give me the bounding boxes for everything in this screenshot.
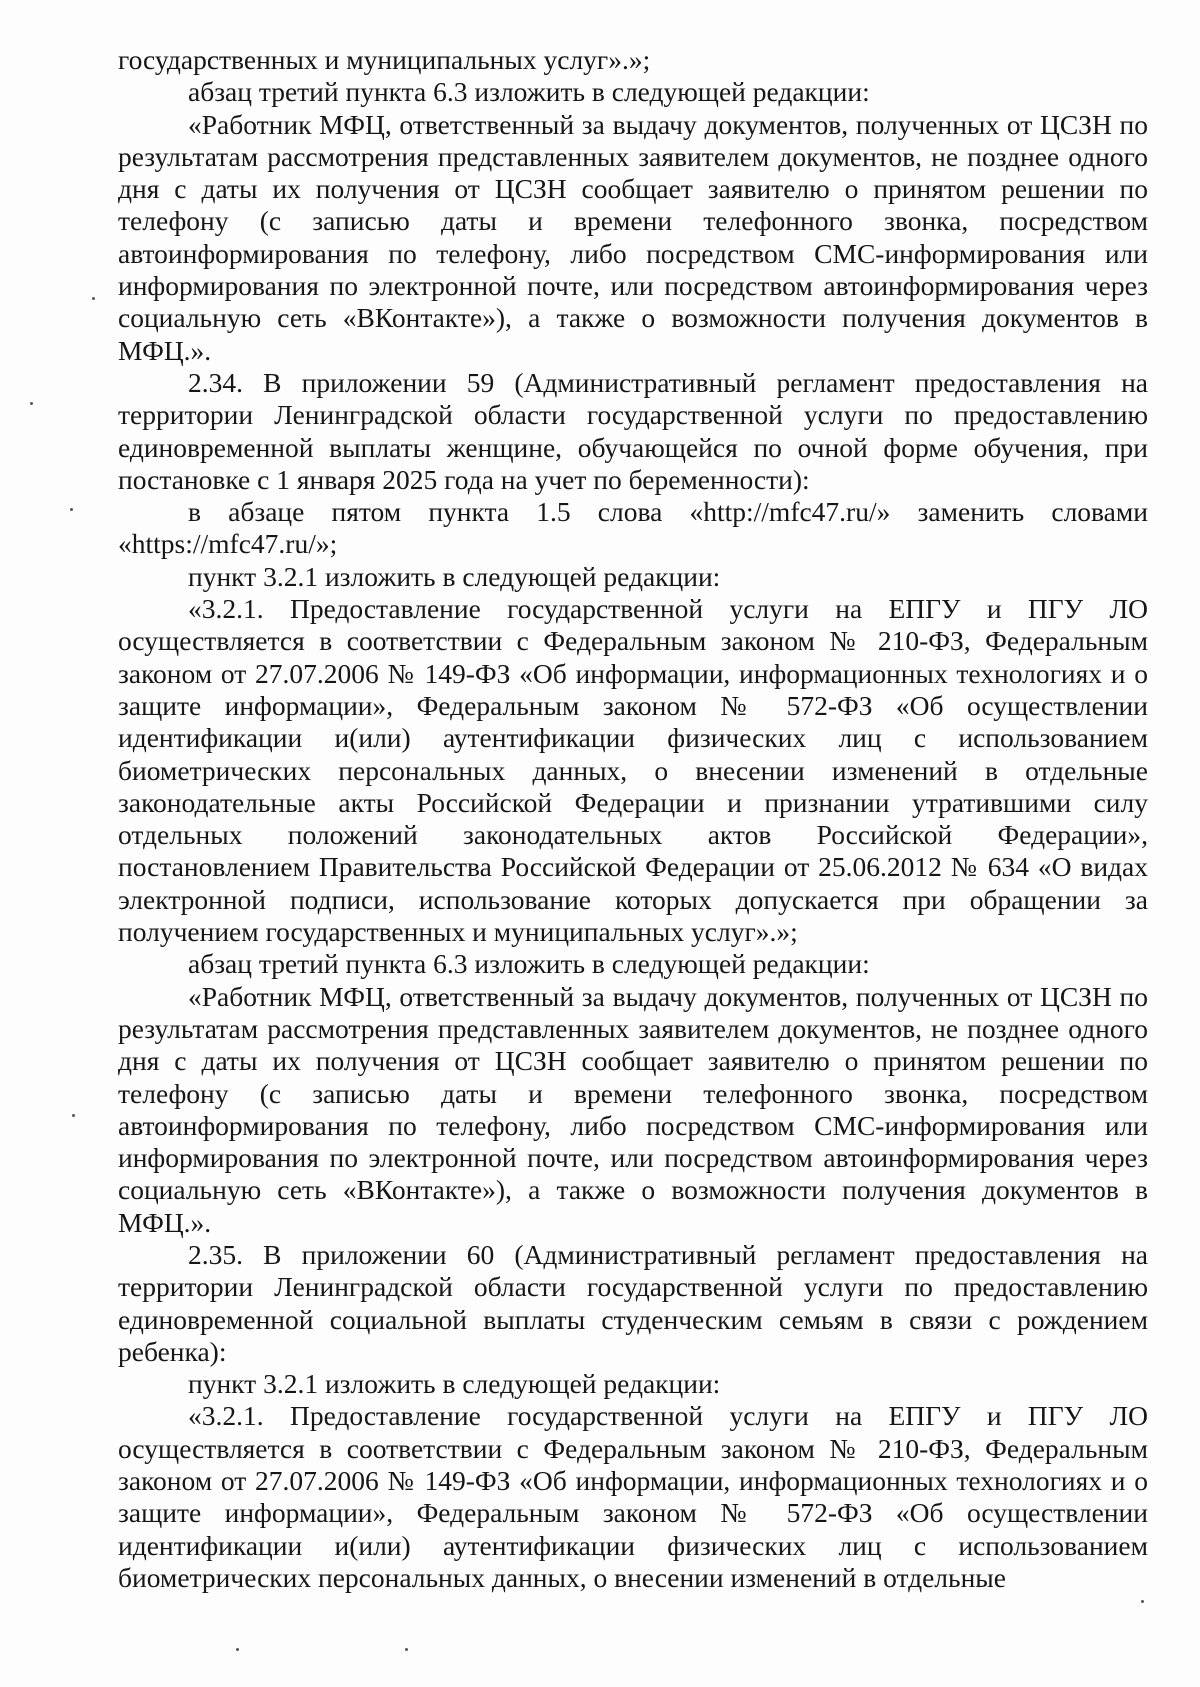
paragraph-instruction-6-3-second: абзац третий пункта 6.3 изложить в следующей редакции: bbox=[188, 948, 870, 980]
scan-speck bbox=[30, 402, 33, 405]
paragraph-quote-mfc-worker-second: «Работник МФЦ, ответственный за выдачу документов, полученных от ЦСЗН по результатам рассмотрения представленных заявителем документов, не позднее одного дня с даты их получения от ЦСЗН сообщает заявителю о принятом решении по телефону (с записью даты и времени телефонного звонка, посредством автоинформирования по телефону, либо посредством СМС-информирования или информирования по электронной почте, или посредством автоинформирования через социальную сеть «ВКонтакте»), а также о возможности получения документов в МФЦ.». bbox=[118, 980, 1148, 1238]
scan-speck bbox=[92, 297, 95, 300]
scan-speck bbox=[70, 508, 73, 511]
scan-speck bbox=[72, 1114, 75, 1117]
paragraph-url-replacement: в абзаце пятом пункта 1.5 слова «http://mfc47.ru/» заменить словами «https://mfc47.ru/»; bbox=[118, 496, 1148, 560]
paragraph-instruction-3-2-1-second: пункт 3.2.1 изложить в следующей редакции: bbox=[188, 1368, 721, 1400]
paragraph-section-2-34: 2.34. В приложении 59 (Административный регламент предоставления на территории Ленинградской области государственной услуги по предоставлению единовременной выплаты женщине, обучающейся по очной форме обучения, при постановке с 1 января 2025 года на учет по беременности): bbox=[118, 366, 1148, 495]
scan-speck bbox=[1141, 1600, 1144, 1603]
paragraph-section-2-35: 2.35. В приложении 60 (Административный регламент предоставления на территории Ленинградской области государственной услуги по предоставлению единовременной социальной выплаты студенческим семьям в связи с рождением ребенка): bbox=[118, 1238, 1148, 1367]
scan-speck bbox=[236, 1648, 239, 1651]
paragraph-quote-3-2-1-second: «3.2.1. Предоставление государственной услуги на ЕПГУ и ПГУ ЛО осуществляется в соответствии с Федеральным законом № 210-ФЗ, Федеральным законом от 27.07.2006 № 149-ФЗ «Об информации, информационных технологиях и о защите информации», Федеральным законом № 572-ФЗ «Об осуществлении идентификации и(или) аутентификации физических лиц с использованием биометрических персональных данных, о внесении изменений в отдельные bbox=[118, 1400, 1148, 1593]
scan-speck bbox=[405, 1648, 408, 1651]
paragraph-quote-mfc-worker: «Работник МФЦ, ответственный за выдачу документов, полученных от ЦСЗН по результатам рассмотрения представленных заявителем документов, не позднее одного дня с даты их получения от ЦСЗН сообщает заявителю о принятом решении по телефону (с записью даты и времени телефонного звонка, посредством автоинформирования по телефону, либо посредством СМС-информирования или информирования по электронной почте, или посредством автоинформирования через социальную сеть «ВКонтакте»), а также о возможности получения документов в МФЦ.». bbox=[118, 108, 1148, 366]
paragraph-instruction-3-2-1: пункт 3.2.1 изложить в следующей редакции: bbox=[188, 560, 721, 592]
paragraph-quote-3-2-1: «3.2.1. Предоставление государственной услуги на ЕПГУ и ПГУ ЛО осуществляется в соответствии с Федеральным законом № 210-ФЗ, Федеральным законом от 27.07.2006 № 149-ФЗ «Об информации, информационных технологиях и о защите информации», Федеральным законом № 572-ФЗ «Об осуществлении идентификации и(или) аутентификации физических лиц с использованием биометрических персональных данных, о внесении изменений в отдельные законодательные акты Российской Федерации и признании утратившими силу отдельных положений законодательных актов Российской Федерации», постановлением Правительства Российской Федерации от 25.06.2012 № 634 «О видах электронной подписи, использование которых допускается при обращении за получением государственных и муниципальных услуг».»; bbox=[118, 593, 1148, 948]
paragraph-instruction-6-3: абзац третий пункта 6.3 изложить в следующей редакции: bbox=[188, 76, 870, 108]
document-body bbox=[118, 44, 1148, 1594]
paragraph-continuation: государственных и муниципальных услуг».»; bbox=[118, 44, 651, 75]
